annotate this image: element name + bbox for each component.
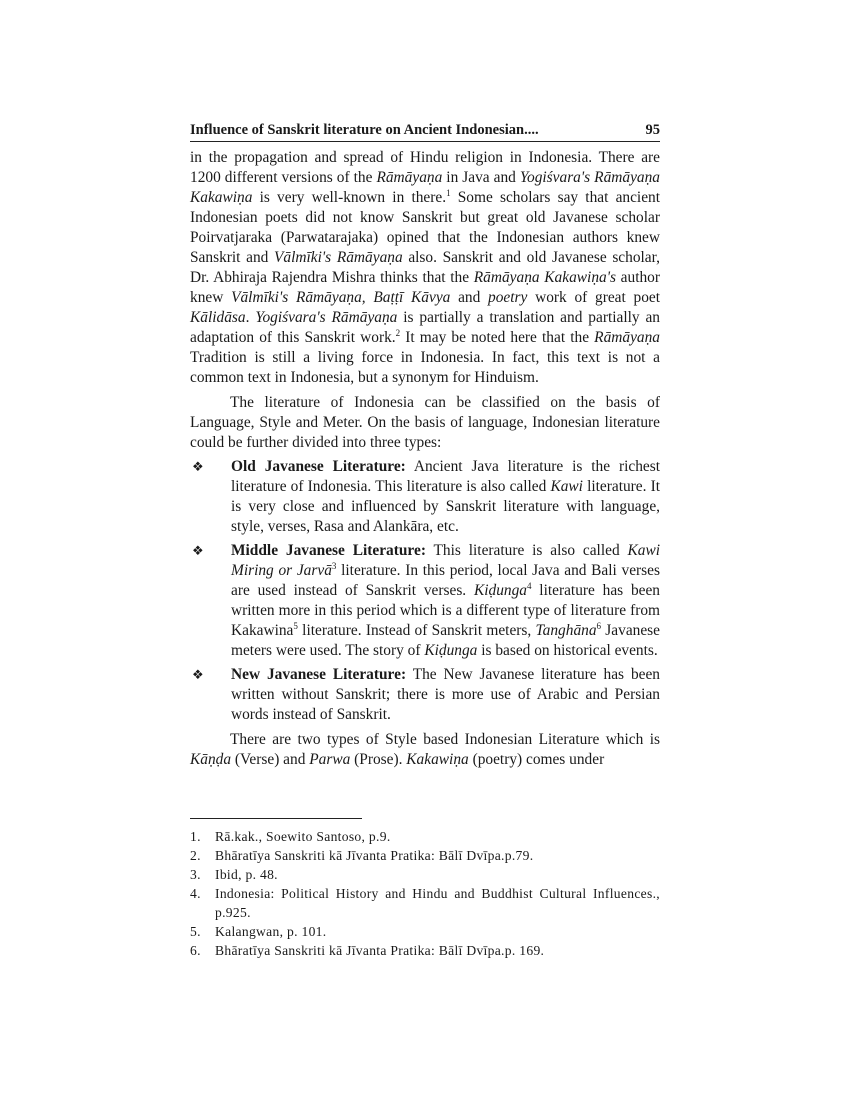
- footnote-ref: 5: [293, 620, 298, 631]
- header-rule: [190, 141, 660, 142]
- italic-term: Yogiśvara's Rāmāyaṇa: [255, 309, 398, 326]
- italic-term: Rāmāyaṇa: [376, 169, 443, 186]
- item-heading: Middle Javanese Literature:: [231, 542, 426, 559]
- literature-types-list: [190, 457, 660, 725]
- text-run: also. Sanskrit and old Javanese scholar, Dr. Abhiraja Rajendra Mishra thinks that the: [190, 249, 660, 286]
- text-run: (poetry) comes under: [468, 751, 605, 768]
- text-run: literature has been written more in this period which is a different type of literature from Kakawina: [231, 582, 661, 639]
- text-run: Ancient Java literature is the richest literature of Indonesia. This literature is also called: [231, 458, 660, 495]
- italic-term: Kakawiṇa: [406, 751, 469, 768]
- text-run: Javanese meters were used. The story of: [231, 622, 660, 659]
- italic-term: Kālidāsa: [190, 309, 246, 326]
- italic-term: Rāmāyaṇa Kakawiṇa's: [473, 269, 616, 286]
- diamond-bullet-icon: ❖: [192, 543, 204, 558]
- footnote-ref: 4: [527, 580, 532, 591]
- text-run: is partially a translation and partially an adaptation of this Sanskrit work.: [190, 309, 660, 346]
- text-run: .: [245, 309, 256, 326]
- italic-term: Rāmāyaṇa: [594, 329, 660, 346]
- footnote-number: 6.: [190, 943, 201, 958]
- text-run: literature. It is very close and influenced by Sanskrit literature with language, style, verses, Rasa and Alankāra, etc.: [231, 478, 660, 535]
- footnote-number: 4.: [190, 886, 201, 901]
- italic-term: Kāṇḍa: [190, 751, 232, 768]
- paragraph-2: The literature of Indonesia can be classified on the basis of Language, Style and Meter. On the basis of language, Indonesian literature could be further divided into three types:: [190, 394, 660, 451]
- text-run: in Java and: [442, 169, 520, 186]
- text-run: literature. Instead of Sanskrit meters,: [297, 622, 536, 639]
- italic-term: poetry: [488, 289, 528, 306]
- footnote-2: [190, 846, 660, 865]
- text-run: Some scholars say that ancient Indonesian poets did not know Sanskrit but great old Javanese scholar Poirvatjaraka (Parwatarajaka) opined that the Indonesian authors knew Sanskrit and: [190, 189, 661, 266]
- text-run: It may be noted here that the: [400, 329, 595, 346]
- diamond-bullet-icon: ❖: [192, 667, 204, 682]
- footnote-6: [190, 941, 660, 960]
- body-text: [190, 148, 660, 770]
- italic-term: Yogiśvara's Rāmāyaṇa Kakawiṇa: [190, 169, 660, 206]
- footnote-4: [190, 884, 660, 922]
- item-heading: Old Javanese Literature:: [231, 458, 406, 475]
- footnote-rule: [190, 818, 362, 819]
- italic-term: Kiḍunga: [424, 642, 478, 659]
- text-run: There are two types of Style based Indonesian Literature which is: [230, 731, 660, 748]
- footnote-text: Kalangwan, p. 101.: [215, 924, 327, 939]
- running-title: Influence of Sanskrit literature on Ancient Indonesian....: [190, 122, 539, 138]
- text-run: (Verse) and: [231, 751, 310, 768]
- text-run: work of great poet: [527, 289, 660, 306]
- text-run: is based on historical events.: [477, 642, 658, 659]
- footnote-3: [190, 865, 660, 884]
- footnotes: [190, 827, 660, 960]
- italic-term: Kawi Miring or Jarvā: [231, 542, 661, 579]
- footnote-ref: 1: [446, 187, 451, 198]
- footnote-text: Indonesia: Political History and Hindu and Buddhist Cultural Influences., p.925.: [215, 886, 660, 920]
- list-item-old-javanese: [190, 457, 660, 537]
- page-number: 95: [645, 122, 660, 138]
- footnote-text: Rā.kak., Soewito Santoso, p.9.: [215, 829, 391, 844]
- footnote-text: Bhāratīya Sanskriti kā Jīvanta Pratika: Bālī Dvīpa.p.79.: [215, 848, 534, 863]
- text-run: in the propagation and spread of Hindu religion in Indonesia. There are 1200 different versions of the: [190, 149, 660, 186]
- italic-term: Kawi: [550, 478, 583, 495]
- footnote-5: [190, 922, 660, 941]
- text-run: is very well-known in there.: [252, 189, 447, 206]
- italic-term: Vālmīki's Rāmāyaṇa: [274, 249, 403, 266]
- italic-term: Parwa: [309, 751, 351, 768]
- list-item-middle-javanese: [190, 541, 660, 661]
- paragraph-3: [190, 730, 660, 770]
- italic-term: Tanghāna: [535, 622, 597, 639]
- text-run: and: [450, 289, 489, 306]
- footnote-ref: 2: [395, 327, 401, 338]
- footnote-ref: 6: [596, 620, 602, 631]
- text-run: author knew: [190, 269, 660, 306]
- text-run: The New Javanese literature has been written without Sanskrit; there is more use of Arabic and Persian words instead of Sanskrit.: [231, 666, 660, 723]
- footnote-text: Ibid, p. 48.: [215, 867, 278, 882]
- item-heading: New Javanese Literature:: [231, 666, 407, 683]
- footnote-1: [190, 827, 660, 846]
- text-run: literature. In this period, local Java and Bali verses are used instead of Sanskrit verses.: [231, 562, 660, 599]
- paragraph-1: [190, 148, 660, 388]
- diamond-bullet-icon: ❖: [192, 459, 204, 474]
- list-item-new-javanese: [190, 665, 660, 725]
- footnote-text: Bhāratīya Sanskriti kā Jīvanta Pratika: Bālī Dvīpa.p. 169.: [215, 943, 545, 958]
- footnote-ref: 3: [331, 560, 337, 571]
- footnote-number: 5.: [190, 924, 201, 939]
- running-header: [190, 117, 660, 139]
- italic-term: Vālmīki's Rāmāyaṇa, Baṭṭī Kāvya: [231, 289, 451, 306]
- text-run: Tradition is still a living force in Indonesia. In fact, this text is not a common text in Indonesia, but a synonym for Hinduism.: [190, 349, 660, 386]
- text-run: (Prose).: [350, 751, 407, 768]
- footnote-number: 1.: [190, 829, 201, 844]
- text-run: This literature is also called: [425, 542, 628, 559]
- footnote-number: 3.: [190, 867, 201, 882]
- footnote-number: 2.: [190, 848, 201, 863]
- italic-term: Kiḍunga: [473, 582, 527, 599]
